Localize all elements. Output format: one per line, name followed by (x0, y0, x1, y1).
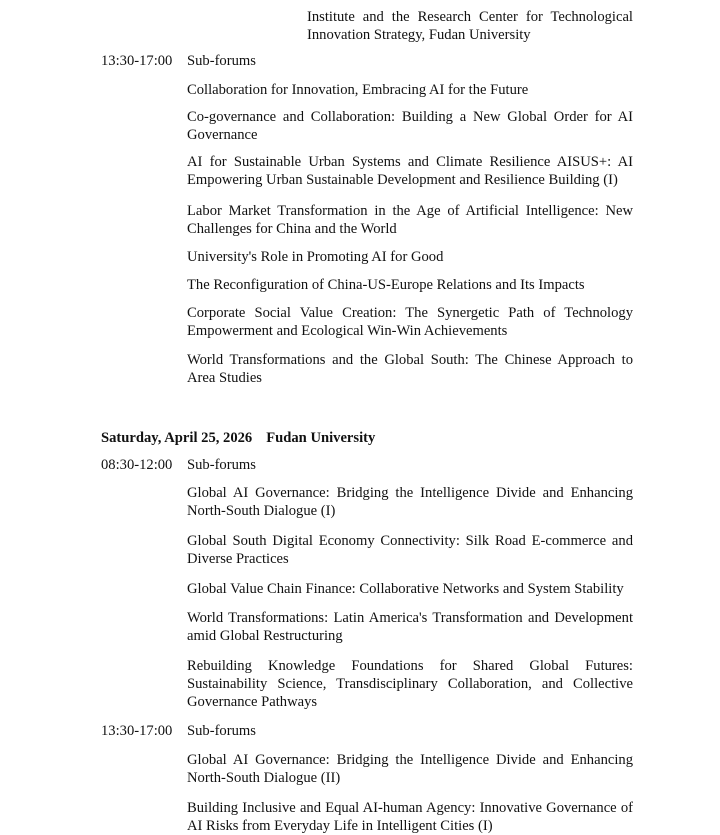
session-label: Sub-forums (187, 723, 256, 739)
sub-forum-item: Co-governance and Collaboration: Building a New Global Order for AI Governance (187, 109, 633, 143)
session-label: Sub-forums (187, 457, 256, 473)
sub-forum-item: Global AI Governance: Bridging the Intelligence Divide and Enhancing North-South Dialogue (I) (187, 485, 633, 519)
sub-forum-item: World Transformations and the Global South: The Chinese Approach to Area Studies (187, 352, 633, 386)
sub-forum-item: Building Inclusive and Equal AI-human Agency: Innovative Governance of AI Risks from Everyday Life in Intelligent Cities (I) (187, 800, 633, 834)
session-label: Sub-forums (187, 53, 256, 69)
day-date: Saturday, April 25, 2026 (101, 430, 253, 446)
sub-forum-item: Global Value Chain Finance: Collaborative Networks and System Stability (187, 581, 624, 597)
sub-forum-item: Global AI Governance: Bridging the Intelligence Divide and Enhancing North-South Dialogue (II) (187, 752, 633, 786)
sub-forum-item: Collaboration for Innovation, Embracing AI for the Future (187, 82, 529, 98)
sub-forum-item: World Transformations: Latin America's Transformation and Development amid Global Restructuring (187, 610, 633, 644)
sub-forum-item: Rebuilding Knowledge Foundations for Shared Global Futures: Sustainability Science, Transdisciplinary Collaboration, and Collective Governance Pathways (187, 658, 633, 710)
session-time: 13:30-17:00 (101, 723, 173, 739)
day-heading (101, 429, 375, 447)
session-time: 08:30-12:00 (101, 457, 173, 473)
sub-forum-item: Labor Market Transformation in the Age of Artificial Intelligence: New Challenges for China and the World (187, 203, 633, 237)
organizer-continuation: Institute and the Research Center for Technological Innovation Strategy, Fudan University (307, 9, 633, 43)
sub-forum-item: Global South Digital Economy Connectivity: Silk Road E-commerce and Diverse Practices (187, 533, 633, 567)
sub-forum-item: The Reconfiguration of China-US-Europe Relations and Its Impacts (187, 277, 585, 293)
sub-forum-item: University's Role in Promoting AI for Good (187, 249, 444, 265)
session-time: 13:30-17:00 (101, 53, 173, 69)
sub-forum-item: Corporate Social Value Creation: The Synergetic Path of Technology Empowerment and Ecological Win-Win Achievements (187, 305, 633, 339)
sub-forum-item: AI for Sustainable Urban Systems and Climate Resilience AISUS+: AI Empowering Urban Sustainable Development and Resilience Building (I) (187, 154, 633, 188)
day-venue: Fudan University (266, 430, 376, 446)
